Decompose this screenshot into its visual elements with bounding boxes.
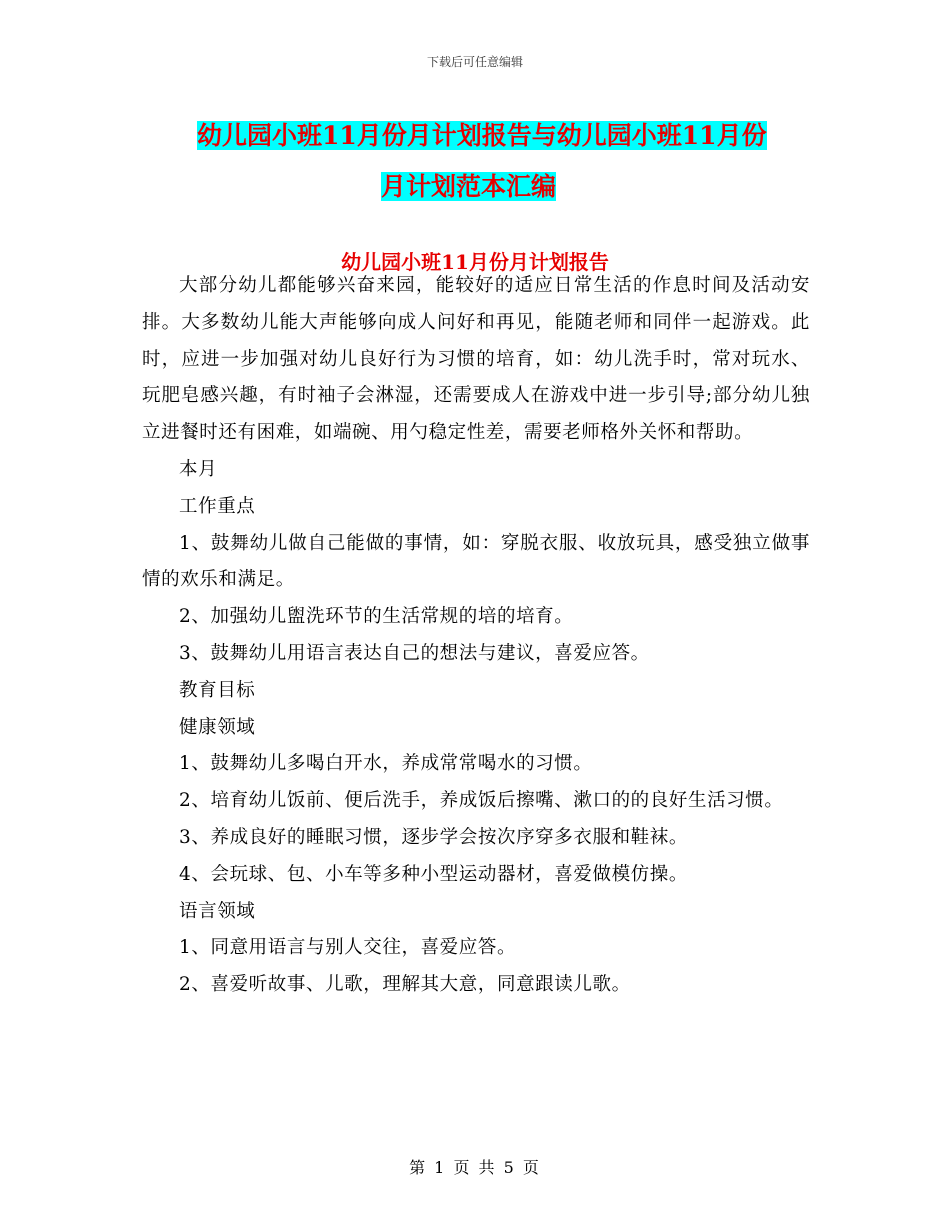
title-line-1 [140, 110, 840, 161]
section-title: 幼儿园小班11月份月计划报告 [341, 250, 609, 274]
heading-work-focus: 工作重点 [179, 495, 256, 517]
document-title [140, 110, 840, 212]
heading-education-goals: 教育目标 [179, 679, 256, 701]
list-item: 1、鼓舞幼儿做自己能做的事情，如：穿脱衣服、收放玩具，感受独立做事情的欢乐和满足。 [142, 532, 810, 591]
title-line-2-text: 月计划范本汇编 [381, 172, 557, 201]
title-line-2 [140, 161, 840, 212]
paragraph-intro: 大部分幼儿都能够兴奋来园，能较好的适应日常生活的作息时间及活动安排。大多数幼儿能大声能够向成人问好和再见，能随老师和同伴一起游戏。此时，应进一步加强对幼儿良好行为习惯的培育，如：幼儿洗手时，常对玩水、玩肥皂感兴趣，有时袖子会淋湿，还需要成人在游戏中进一步引导;部分幼儿独立进餐时还有困难，如端碗、用勺稳定性差，需要老师格外关怀和帮助。 [142, 275, 810, 444]
heading-health-domain: 健康领域 [179, 716, 256, 738]
paragraph-this-month: 本月 [179, 458, 218, 480]
page-footer: 第 1 页 共 5 页 [409, 1158, 541, 1177]
list-item: 1、同意用语言与别人交往，喜爱应答。 [179, 937, 517, 959]
list-item: 2、喜爱听故事、儿歌，理解其大意，同意跟读儿歌。 [179, 974, 631, 996]
list-item: 3、养成良好的睡眠习惯，逐步学会按次序穿多衣服和鞋袜。 [179, 826, 688, 848]
list-item: 2、培育幼儿饭前、便后洗手，养成饭后擦嘴、漱口的的良好生活习惯。 [179, 790, 784, 812]
list-item: 1、鼓舞幼儿多喝白开水，养成常常喝水的习惯。 [179, 753, 593, 775]
list-item: 4、会玩球、包、小车等多种小型运动器材，喜爱做模仿操。 [179, 863, 688, 885]
body-text [142, 268, 810, 1004]
title-line-1-text: 幼儿园小班11月份月计划报告与幼儿园小班11月份 [197, 121, 767, 150]
header-note: 下载后可任意编辑 [426, 55, 523, 69]
list-item: 2、加强幼儿盥洗环节的生活常规的培的培育。 [179, 606, 574, 628]
list-item: 3、鼓舞幼儿用语言表达自己的想法与建议，喜爱应答。 [179, 642, 650, 664]
heading-language-domain: 语言领域 [179, 900, 256, 922]
